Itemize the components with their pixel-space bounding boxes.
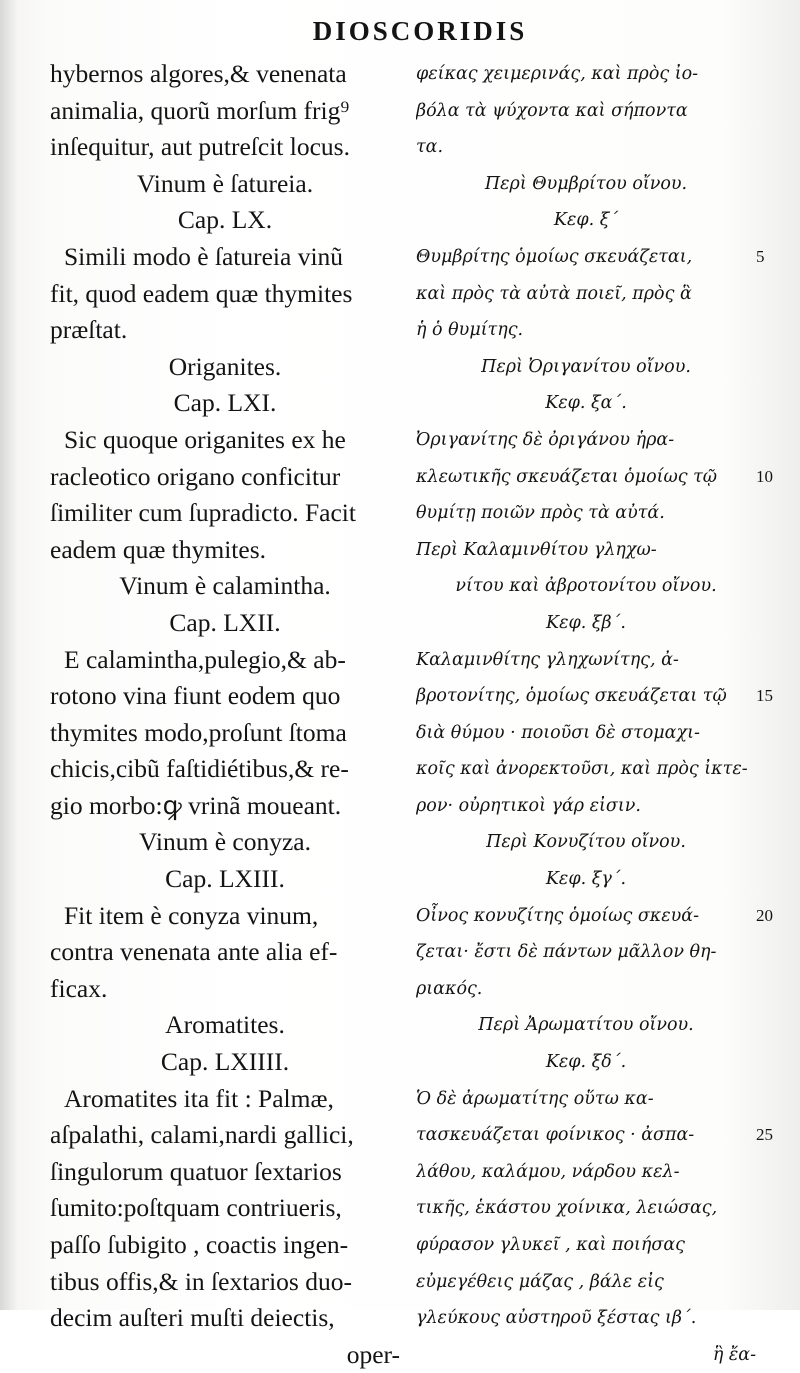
greek-text-line: Περὶ Θυμβρίτου οἴνου. (484, 173, 688, 194)
running-head: DIOSCORIDIS (312, 16, 528, 46)
latin-text-line: Cap. LXIII. (165, 864, 285, 894)
latin-text-line: animalia, quorũ morſum frig⁹ (50, 95, 350, 125)
latin-text-line: Aromatites ita fit : Palmæ, (64, 1083, 334, 1113)
latin-text-line: ſumito:poſtquam contriueris, (50, 1193, 342, 1223)
greek-text-line: γλεύκους αὐστηροῦ ξέστας ιβ΄. (416, 1308, 697, 1329)
latin-text-line: E calamintha,pulegio,& ab- (64, 644, 346, 674)
latin-text-line: Cap. LXIIII. (160, 1047, 290, 1077)
latin-text-line: Simili modo è ſatureia vinũ (64, 241, 344, 271)
greek-text-line: Θυμβρίτης ὁμοίως σκευάζεται, (416, 246, 693, 267)
greek-text-line: Ὁ δὲ ἀρωματίτης οὕτω κα- (416, 1088, 654, 1109)
latin-text-line: eadem quæ thymites. (50, 534, 267, 564)
greek-text-line: ἡ ὁ θυμίτης. (416, 320, 524, 341)
greek-text-line: φείκας χειμερινάς, καὶ πρὸς ἰο- (416, 64, 699, 84)
greek-text-line: Περὶ Ἀρωματίτου οἴνου. (478, 1015, 694, 1036)
greek-text-line: ἣ ἔα- (712, 1344, 756, 1365)
greek-text-line: βόλα τὰ ψύχοντα καὶ σήποντα (416, 100, 688, 121)
greek-text-line: λάθου, καλάμου, νάρδου κελ- (416, 1161, 680, 1182)
greek-text-line: Κεφ. ξβ΄. (546, 612, 626, 633)
margin-line-number: 10 (756, 466, 773, 486)
greek-text-line: καὶ πρὸς τὰ αὐτὰ ποιεῖ, πρὸς ἃ (416, 283, 692, 304)
latin-text-line: thymites modo,proſunt ſtoma (50, 717, 347, 747)
greek-text-line: βροτονίτης, ὁμοίως σκευάζεται τῷ (416, 686, 727, 707)
latin-text-line: præſtat. (50, 315, 128, 345)
latin-text-line: Cap. LX. (177, 205, 273, 235)
latin-text-line: aſpalathi, calami,nardi gallici, (50, 1120, 354, 1150)
greek-text-line: θυμίτῃ ποιῶν πρὸς τὰ αὐτά. (416, 503, 665, 524)
latin-text-line: contra venenata ante alia ef- (50, 937, 338, 967)
binding-gutter (0, 0, 18, 1310)
latin-text-line: ſingulorum quatuor ſextarios (50, 1156, 342, 1186)
latin-text-line: inſequitur, aut putreſcit locus. (50, 132, 350, 162)
latin-text-line: Cap. LXI. (173, 388, 277, 418)
latin-text-line: gio morbo:ꝙ vrinã moueant. (50, 790, 342, 820)
greek-text-line: Οἶνος κονυζίτης ὁμοίως σκευά- (416, 905, 700, 926)
latin-text-line: hybernos algores,& venenata (50, 59, 347, 88)
latin-text-line: racleotico origano conficitur (50, 461, 341, 491)
greek-text-line: τικῆς, ἑκάστου χοίνικα, λειώσας, (416, 1198, 718, 1219)
greek-text-line: Κεφ. ξγ΄. (545, 869, 627, 890)
greek-text-line: κοῖς καὶ ἀνορεκτοῦσι, καὶ πρὸς ἰκτε- (416, 759, 748, 780)
latin-text-line: Vinum è calamintha. (119, 571, 331, 601)
latin-text-line: Fit item è conyza vinum, (64, 900, 319, 930)
latin-text-line: Vinum è ſatureia. (136, 168, 314, 198)
greek-text-line: νίτου καὶ ἀβροτονίτου οἴνου. (455, 576, 717, 597)
greek-text-line: ρον· οὐρητικοὶ γάρ εἰσιν. (416, 795, 641, 816)
latin-text-line: ficax. (50, 973, 108, 1003)
latin-text-line: decim auſteri muſti deiectis, (50, 1303, 335, 1333)
greek-text-line: Καλαμινθίτης γληχωνίτης, ἀ- (416, 649, 679, 670)
latin-text-line: rotono vina fiunt eodem quo (50, 681, 341, 711)
margin-line-number: 20 (756, 905, 773, 925)
latin-text-line: chicis,cibũ faſtidiétibus,& re- (50, 754, 349, 784)
greek-text-line: Περὶ Ὀριγανίτου οἴνου. (481, 356, 691, 377)
latin-text-line: Origanites. (168, 351, 282, 381)
latin-column (50, 56, 400, 1373)
greek-text-line: Κεφ. ξδ΄. (545, 1052, 627, 1073)
greek-text-line: Κεφ. ξα΄. (545, 393, 627, 414)
greek-text-line: τασκευάζεται φοίνικος · ἀσπα- (416, 1125, 695, 1146)
greek-text-line: κλεωτικῆς σκευάζεται ὁμοίως τῷ (416, 466, 718, 487)
greek-text-line: εὐμεγέθεις μάζας , βάλε εἰς (416, 1271, 664, 1292)
latin-text-line: Sic quoque origanites ex he (64, 424, 346, 454)
latin-text-line: tibus offis,& in ſextarios duo- (50, 1266, 352, 1296)
greek-text-line: Περὶ Κονυζίτου οἴνου. (486, 832, 686, 853)
greek-text-line: ζεται· ἔστι δὲ πάντων μᾶλλον θη- (416, 942, 717, 963)
greek-text-line: Ὀριγανίτης δὲ ὀριγάνου ἡρα- (416, 429, 675, 450)
margin-line-number: 25 (756, 1125, 773, 1145)
latin-text-line: ſimiliter cum ſupradicto. Facit (50, 498, 356, 528)
latin-text-line: Cap. LXII. (169, 607, 281, 637)
greek-text-line: ριακός. (416, 978, 483, 999)
margin-line-number: 15 (756, 686, 773, 706)
latin-text-line: Vinum è conyza. (139, 827, 311, 857)
greek-column (416, 56, 756, 1373)
margin-line-number: 5 (756, 247, 765, 266)
greek-text-line: τα. (416, 137, 444, 158)
greek-text-line: Κεφ. ξ΄ (553, 210, 619, 231)
latin-text-line: paſſo ſubigito , coactis ingen- (50, 1230, 349, 1259)
latin-text-line: oper- (346, 1339, 400, 1369)
greek-text-line: Περὶ Καλαμινθίτου γληχω- (416, 539, 657, 560)
greek-text-line: διὰ θύμου · ποιοῦσι δὲ στομαχι- (416, 722, 700, 743)
latin-text-line: Aromatites. (165, 1010, 285, 1040)
latin-text-line: fit, quod eadem quæ thymites (50, 278, 353, 308)
greek-text-line: φύρασον γλυκεῖ , καὶ ποιήσας (416, 1235, 685, 1255)
